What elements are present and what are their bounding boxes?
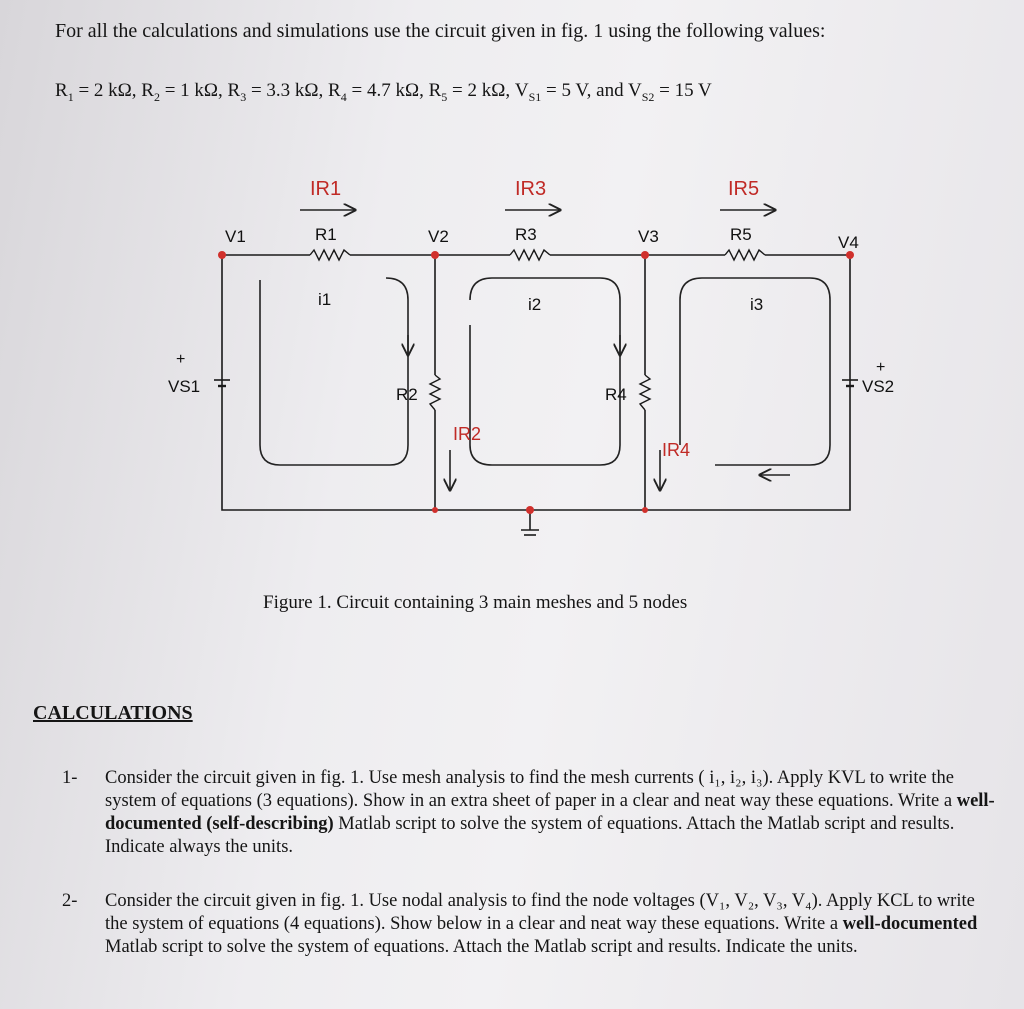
resistors: [310, 250, 765, 410]
label-i2: i2: [528, 295, 542, 314]
question-text-part: Matlab script to solve the system of equations. Attach the Matlab script and results. Indicate the units.: [105, 937, 858, 957]
nodes: [218, 251, 854, 514]
question-2: [62, 890, 1002, 959]
node-v1: [218, 251, 226, 259]
label-v3: V3: [638, 227, 659, 246]
question-number: 1-: [62, 768, 78, 788]
mesh-loops: [260, 278, 830, 475]
subscript: 4: [340, 89, 347, 104]
node-b4: [642, 507, 648, 513]
node-v2: [431, 251, 439, 259]
values-text: $R_1 = 2$ kΩ, $R_2 = 1$ kΩ, $R_3 = 3.3$ kΩ, $R_4 = 4.7$ kΩ, $R_5 = 2$ kΩ, $V_{S1} = 5$ V, and $V_{S2} = 15$ V: [55, 80, 712, 104]
subscript: 1: [67, 89, 74, 104]
figure-caption: Figure 1. Circuit containing 3 main meshes and 5 nodes: [263, 592, 688, 613]
circuit-svg: [150, 160, 910, 560]
subscript: 2: [153, 89, 160, 104]
label-ir3: IR3: [515, 178, 547, 200]
label-ir4: IR4: [662, 440, 691, 460]
label-r2: R2: [396, 385, 418, 404]
section-title: CALCULATIONS: [33, 702, 193, 724]
question-text-part: Consider the circuit given in fig. 1. Use nodal analysis to find the node voltages (V₁, V₂, V₃, V₄). Apply KCL to write the system of equations (4 equations). Show below in a clear and neat way these equations. Write a: [105, 891, 975, 934]
label-v2: V2: [428, 227, 449, 246]
label-r3: R3: [515, 225, 537, 244]
r5-symbol: [725, 250, 765, 260]
r1-symbol: [310, 250, 350, 260]
question-bold: well-documented (self-describing): [105, 791, 995, 834]
subscript: 5: [441, 89, 448, 104]
subscript: 3: [240, 89, 247, 104]
label-vs2-plus: +: [876, 359, 886, 376]
label-ir2: IR2: [453, 424, 482, 444]
question-1: [62, 767, 1002, 859]
question-text: [105, 767, 1002, 859]
label-r4: R4: [605, 385, 627, 404]
component-values: [55, 80, 1015, 105]
node-b2: [432, 507, 438, 513]
question-text: [105, 890, 1002, 959]
label-v1: V1: [225, 227, 246, 246]
label-vs1-plus: +: [176, 351, 186, 368]
label-r1: R1: [315, 225, 337, 244]
label-r5: R5: [730, 225, 752, 244]
label-v4: V4: [838, 233, 859, 252]
r3-symbol: [510, 250, 550, 260]
label-vs1: VS1: [168, 377, 201, 396]
intro-text: For all the calculations and simulations use the circuit given in fig. 1 using the following values:: [55, 20, 826, 42]
r2-symbol: [430, 375, 440, 410]
current-arrows: [300, 210, 775, 490]
subscript: S1: [528, 89, 542, 104]
node-v4: [846, 251, 854, 259]
node-ground: [526, 506, 534, 514]
label-ir5: IR5: [728, 178, 760, 200]
r4-symbol: [640, 375, 650, 410]
mesh-i1-loop: [260, 278, 408, 465]
label-ir1: IR1: [310, 178, 342, 200]
question-text-part: Consider the circuit given in fig. 1. Use mesh analysis to find the mesh currents ( i₁, i₂, i₃). Apply KVL to write the system of equations (3 equations). Show in an extra sheet of paper in a clear and neat way these equations. Write a: [105, 768, 957, 811]
circuit-diagram: [150, 160, 910, 560]
label-i3: i3: [750, 295, 764, 314]
question-bold: well-documented: [842, 914, 978, 934]
question-text-part: Matlab script to solve the system of equations. Attach the Matlab script and results. Indicate always the units.: [105, 814, 955, 857]
question-number: 2-: [62, 891, 78, 911]
sources: [214, 380, 858, 386]
label-vs2: VS2: [862, 377, 895, 396]
circuit-labels: [168, 178, 894, 460]
node-v3: [641, 251, 649, 259]
mesh-i2-loop: [470, 278, 620, 465]
label-i1: i1: [318, 290, 332, 309]
subscript: S2: [641, 89, 655, 104]
